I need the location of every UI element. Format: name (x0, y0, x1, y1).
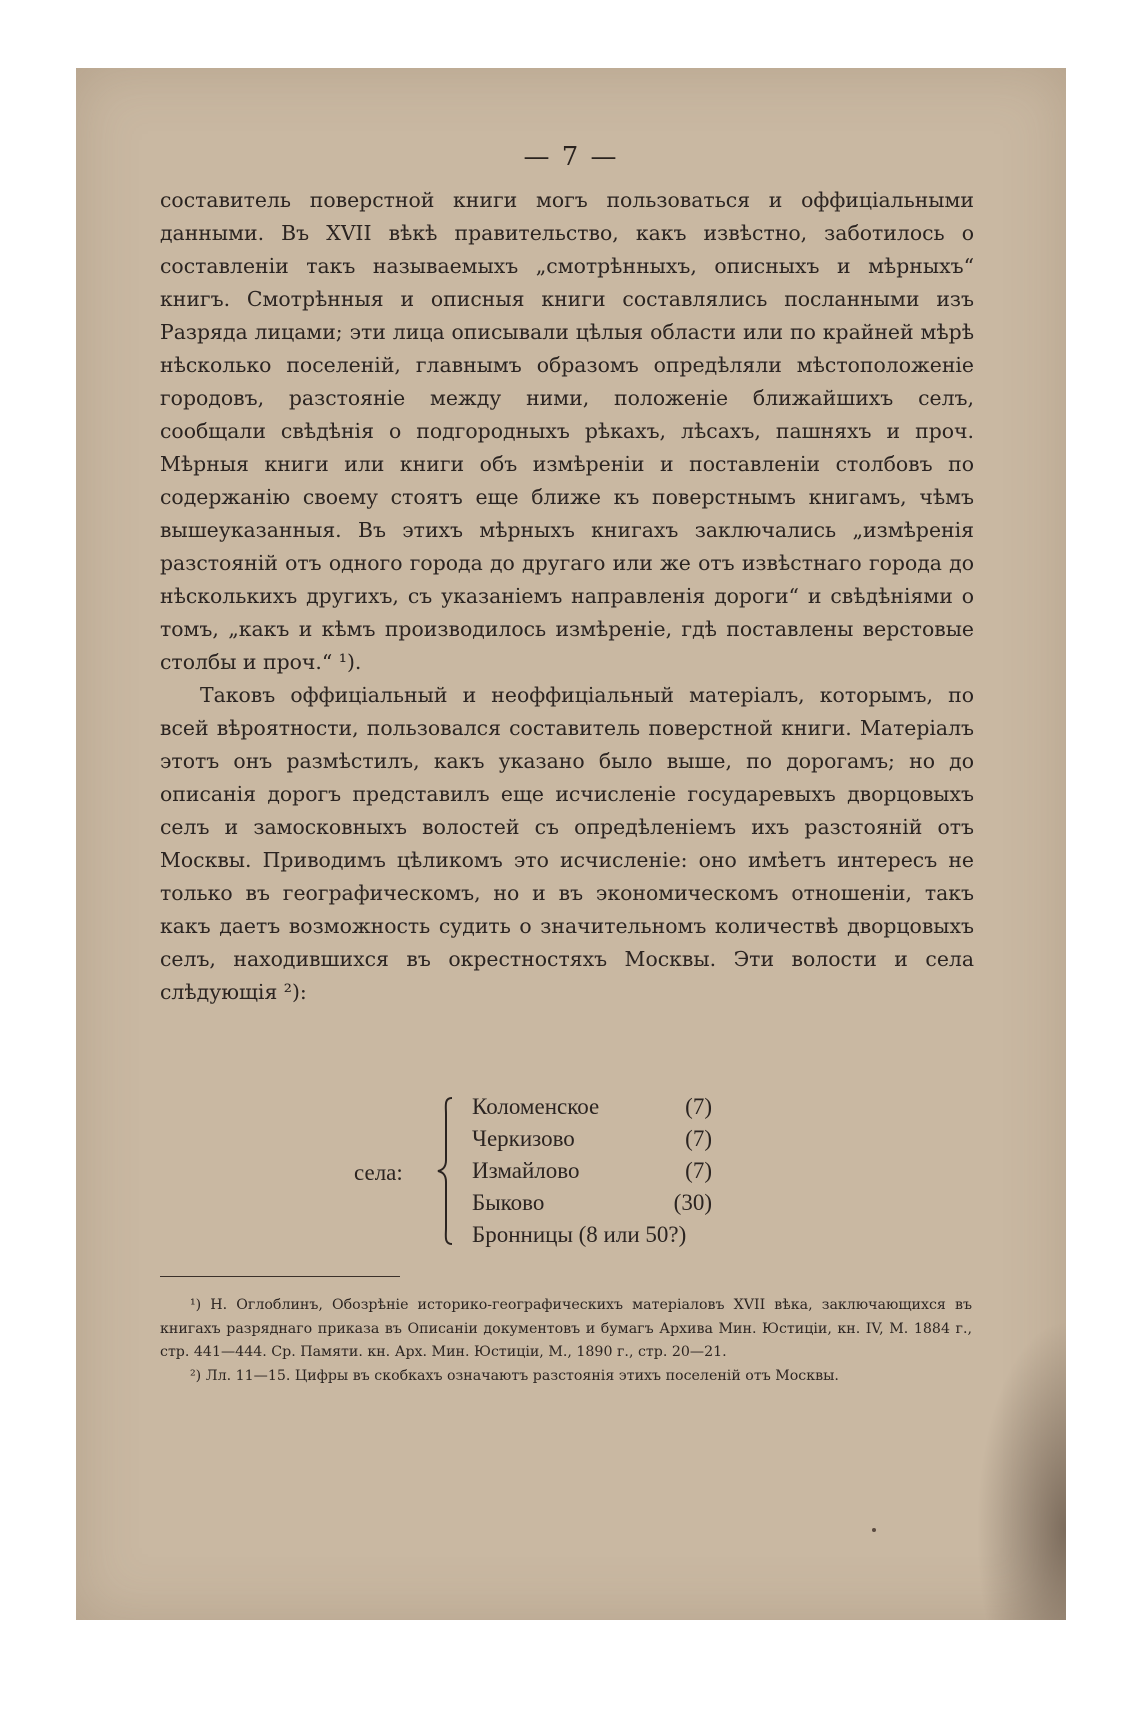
village-distance: (7) (685, 1094, 712, 1119)
village-name: Быково (472, 1190, 545, 1215)
village-row (472, 1094, 712, 1126)
main-text (160, 184, 974, 1009)
village-distance: (30) (673, 1190, 712, 1215)
curly-brace-icon (436, 1096, 456, 1246)
footnotes (160, 1294, 972, 1388)
village-row (472, 1126, 712, 1158)
village-name: Бронницы (8 или 50?) (472, 1222, 687, 1247)
footnote-1: ¹) Н. Оглоблинъ, Обозрѣніе историко-географическихъ матеріаловъ XVII вѣка, заключающихся въ книгахъ разряднаго приказа въ Описаніи документовъ и бумагъ Архива Мин. Юстиціи, кн. IV, М. 1884 г., стр. 441—444. Ср. Памяти. кн. Арх. Мин. Юстиціи, М., 1890 г., стр. 20—21. (160, 1297, 972, 1360)
villages-list (276, 1094, 776, 1254)
ink-speck (872, 1528, 876, 1532)
village-name: Черкизово (472, 1126, 575, 1151)
village-row (472, 1222, 712, 1254)
village-distance: (7) (685, 1126, 712, 1151)
footnote-2: ²) Лл. 11—15. Цифры въ скобкахъ означаютъ разстоянія этихъ поселеній отъ Москвы. (190, 1367, 839, 1384)
village-name: Измайлово (472, 1158, 580, 1183)
scanned-page (76, 68, 1066, 1620)
paragraph-2: Таковъ оффиціальный и неоффиціальный матеріалъ, которымъ, по всей вѣроятности, пользовался составитель поверстной книги. Матеріалъ этотъ онъ размѣстилъ, какъ указано было выше, по дорогамъ; но до описанія дорогъ представилъ еще исчисленіе государевыхъ дворцовыхъ селъ и замосковныхъ волостей съ опредѣленіемъ ихъ разстояній отъ Москвы. Приводимъ цѣликомъ это исчисленіе: оно имѣетъ интересъ не только въ географическомъ, но и въ экономическомъ отношеніи, такъ какъ даетъ возможность судить о значительномъ количествѣ дворцовыхъ селъ, находившихся въ окрестностяхъ Москвы. Эти волости и села слѣдующія ²): (160, 683, 974, 1004)
page-shadow (976, 1320, 1066, 1620)
village-name: Коломенское (472, 1094, 600, 1119)
footnote-divider (160, 1276, 400, 1277)
village-row (472, 1190, 712, 1222)
village-row (472, 1158, 712, 1190)
villages-label: села: (354, 1160, 403, 1185)
page-number: — 7 — (523, 142, 619, 172)
paragraph-1: составитель поверстной книги могъ пользоваться и оффиціальными данными. Въ XVII вѣкѣ правительство, какъ извѣстно, заботилось о составленіи такъ называемыхъ „смотрѣнныхъ, описныхъ и мѣрныхъ“ книгъ. Смотрѣнныя и описныя книги составлялись посланными изъ Разряда лицами; эти лица описывали цѣлыя области или по крайней мѣрѣ нѣсколько поселеній, главнымъ образомъ опредѣляли мѣстоположеніе городовъ, разстояніе между ними, положеніе ближайшихъ селъ, сообщали свѣдѣнія о подгородныхъ рѣкахъ, лѣсахъ, пашняхъ и проч. Мѣрныя книги или книги объ измѣреніи и поставленіи столбовъ по содержанію своему стоятъ еще ближе къ поверстнымъ книгамъ, чѣмъ вышеуказанныя. Въ этихъ мѣрныхъ книгахъ заключались „измѣренія разстояній отъ одного города до другаго или же отъ извѣстнаго города до нѣсколькихъ другихъ, съ указаніемъ направленія дороги“ и свѣдѣніями о томъ, „какъ и кѣмъ производилось измѣреніе, гдѣ поставлены верстовые столбы и проч.“ ¹). (160, 188, 974, 674)
village-distance: (7) (685, 1158, 712, 1183)
